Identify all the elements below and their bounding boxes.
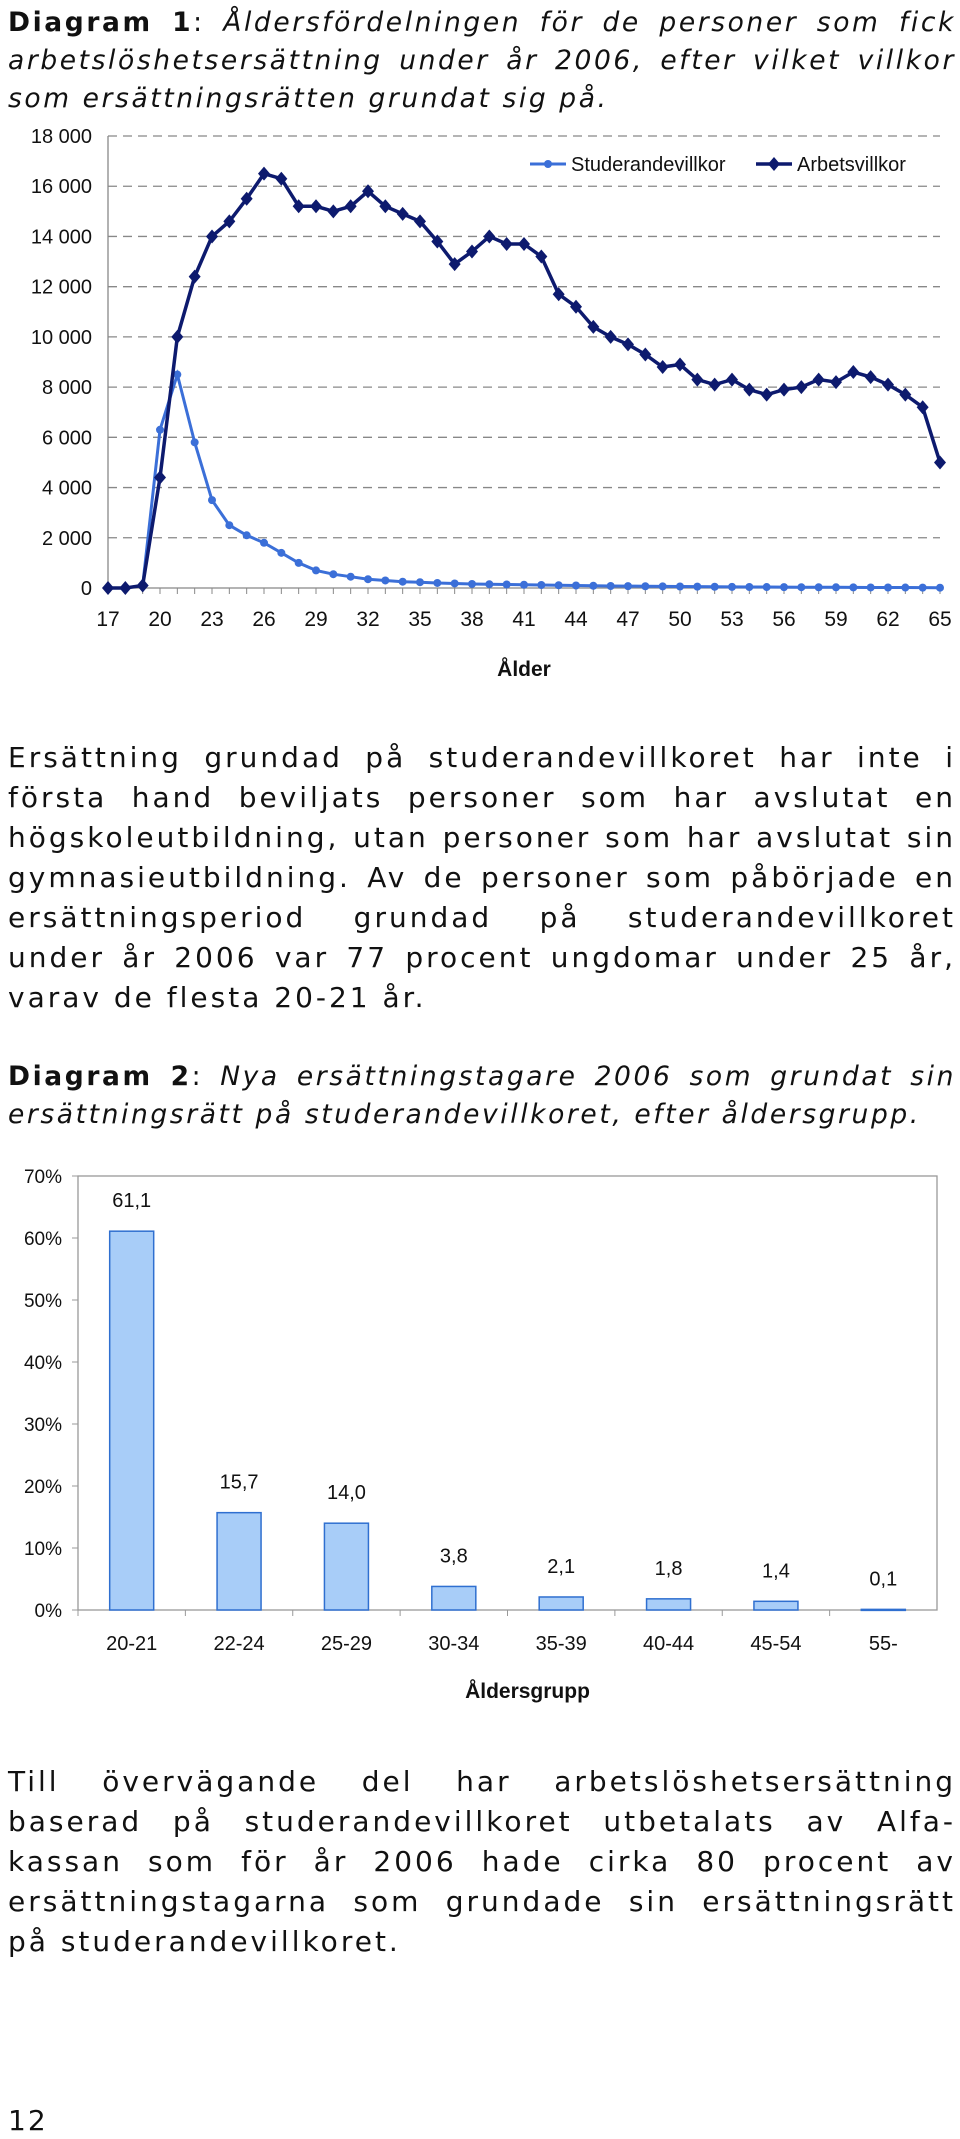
y-tick-label: 2 000 [41,527,92,550]
y-tick-label: 0 [80,578,92,600]
data-point [555,581,563,589]
x-tick-label: 32 [356,608,380,631]
data-point [884,583,892,591]
data-point [795,380,807,394]
data-point [901,584,909,592]
data-point [310,199,322,213]
diagram1-caption: Diagram 1: Åldersfördelningen för de personer som fick arbetslöshetsersättning under år 2006, efter vilket villkor som ersättningsrätten grundat sig på. [8,7,957,114]
data-point [416,578,424,586]
x-tick-label: 23 [200,608,224,631]
data-point [171,330,183,344]
data-point [745,583,753,591]
x-axis-title: Åldersgrupp [465,1680,590,1703]
data-point [327,204,339,218]
y-tick-label: 6 000 [41,427,92,450]
data-point [709,378,721,392]
age-distribution-line-chart [0,118,960,698]
data-label: 1,8 [654,1557,683,1580]
data-point [622,337,634,351]
x-tick-label: 35 [408,608,432,631]
data-point [468,580,476,588]
data-point [347,573,355,581]
data-point [813,373,825,387]
diagram2-caption: Diagram 2: Nya ersättningstagare 2006 som grundat sin ersättningsrätt på studerandevillkoret, efter åldersgrupp. [8,1061,956,1130]
data-point [847,365,859,379]
y-tick-label: 20% [23,1477,62,1498]
data-point [537,581,545,589]
y-tick-label: 70% [23,1167,62,1188]
data-point [763,583,771,591]
data-label: 0,1 [869,1568,898,1591]
data-point [225,521,233,529]
data-point [399,578,407,586]
data-point [624,582,632,590]
series-line [108,375,940,588]
bar [432,1586,476,1610]
paragraph-1: Ersättning grundad på studerandevillkoret har inte i första hand beviljats personer som har avslutat en högskoleutbildning, utan personer som har avslutat sin gymnasieutbildning. Av de personer som påbörjade en ersättningsperiod grundad på studerandevillkoret under år 2006 var 77 procent ungdomar under 25 år, varav de flesta 20-21 år. [8,741,956,1014]
data-point [743,383,755,397]
x-tick-label: 59 [824,608,848,631]
data-point [936,584,944,592]
data-point [676,582,684,590]
data-point [501,237,513,251]
data-point [189,270,201,284]
y-tick-label: 30% [23,1415,62,1436]
data-point [364,575,372,583]
data-point [312,566,320,574]
x-tick-label: 50 [668,608,692,631]
y-tick-label: 4 000 [41,477,92,500]
x-tick-label: 17 [96,608,120,631]
data-point [381,576,389,584]
data-point [397,207,409,221]
data-point [815,583,823,591]
data-point [208,496,216,504]
data-point [919,584,927,592]
x-tick-label: 47 [616,608,640,631]
x-tick-label: 30-34 [428,1633,480,1655]
data-point [191,438,199,446]
x-tick-label: 56 [772,608,796,631]
data-label: 2,1 [547,1555,576,1578]
legend-marker [544,160,552,168]
x-tick-label: 38 [460,608,484,631]
data-point [156,426,164,434]
diagram1-label: Diagram 1 [8,7,194,38]
data-point [849,583,857,591]
data-point [882,378,894,392]
x-tick-label: 20-21 [106,1633,158,1655]
x-tick-label: 25-29 [320,1633,373,1655]
data-point [102,581,114,595]
x-tick-label: 41 [512,608,536,631]
x-tick-label: 53 [720,608,744,631]
plot-area [78,1176,937,1610]
data-point [865,370,877,384]
x-tick-label: 22-24 [213,1633,265,1655]
data-point [485,580,493,588]
data-point [867,583,875,591]
data-point [780,583,788,591]
y-tick-label: 12 000 [30,276,92,299]
bar [861,1609,905,1610]
x-tick-label: 65 [928,608,952,631]
y-tick-label: 10 000 [30,326,92,349]
data-point [243,531,251,539]
data-point [761,388,773,402]
data-point [797,583,805,591]
y-tick-label: 14 000 [30,226,92,249]
data-point [277,549,285,557]
data-point [728,583,736,591]
page-number: 12 [8,2104,48,2137]
data-point [520,581,528,589]
x-tick-label: 62 [876,608,900,631]
diagram2-label: Diagram 2 [8,1061,192,1092]
x-tick-label: 55- [868,1633,898,1655]
bar [324,1523,368,1610]
x-tick-label: 20 [148,608,172,631]
legend-marker [768,157,780,171]
x-axis-title: Ålder [497,658,551,681]
data-point [503,580,511,588]
data-point [659,582,667,590]
bar [217,1513,261,1610]
data-point [641,582,649,590]
data-point [433,579,441,587]
data-point [778,383,790,397]
y-tick-label: 18 000 [30,126,92,148]
data-point [451,579,459,587]
data-label: 1,4 [762,1560,790,1583]
legend-label: Studerandevillkor [571,154,726,176]
y-tick-label: 16 000 [30,176,92,199]
data-point [832,583,840,591]
data-point [589,582,597,590]
data-point [605,330,617,344]
data-point [260,539,268,547]
bar [647,1599,691,1610]
x-tick-label: 35-39 [535,1633,587,1655]
data-point [329,570,337,578]
bar [754,1601,798,1610]
diagram2-caption-text: Nya ersättningstagare 2006 som grundat sin ersättningsrätt på studerandevillkoret, efter åldersgrupp. [8,1061,956,1130]
age-group-bar-chart [0,1140,960,1720]
x-tick-label: 40-44 [642,1633,695,1655]
data-point [711,583,719,591]
bar [539,1597,583,1610]
data-point [137,578,149,592]
x-tick-label: 26 [252,608,276,631]
data-point [607,582,615,590]
data-point [934,455,946,469]
diagram1-caption-text: Åldersfördelningen för de personer som fick arbetslöshetsersättning under år 2006, efter vilket villkor som ersättningsrätten grundat sig på. [8,7,957,114]
y-tick-label: 60% [23,1229,62,1250]
paragraph-2: Till övervägande del har arbetslöshetsersättning baserad på studerandevillkoret utbetalats av Alfa-kassan som för år 2006 hade cirka 80 procent av ersättningstagarna som grundade sin ersättningsrätt på studerandevillkoret. [8,1765,956,1958]
data-point [572,581,580,589]
data-label: 61,1 [112,1190,152,1213]
x-tick-label: 45-54 [750,1633,802,1655]
data-label: 15,7 [219,1471,259,1494]
data-point [295,559,303,567]
data-point [693,583,701,591]
x-tick-label: 29 [304,608,328,631]
bar [110,1231,154,1610]
y-tick-label: 50% [23,1291,62,1312]
data-point [726,373,738,387]
data-point [119,581,131,595]
legend-label: Arbetsvillkor [797,154,906,176]
x-tick-label: 44 [564,608,588,631]
data-label: 3,8 [439,1545,468,1568]
y-tick-label: 0% [34,1601,62,1622]
y-tick-label: 10% [23,1539,62,1560]
y-tick-label: 8 000 [41,377,92,400]
data-label: 14,0 [326,1482,366,1505]
y-tick-label: 40% [23,1353,62,1374]
